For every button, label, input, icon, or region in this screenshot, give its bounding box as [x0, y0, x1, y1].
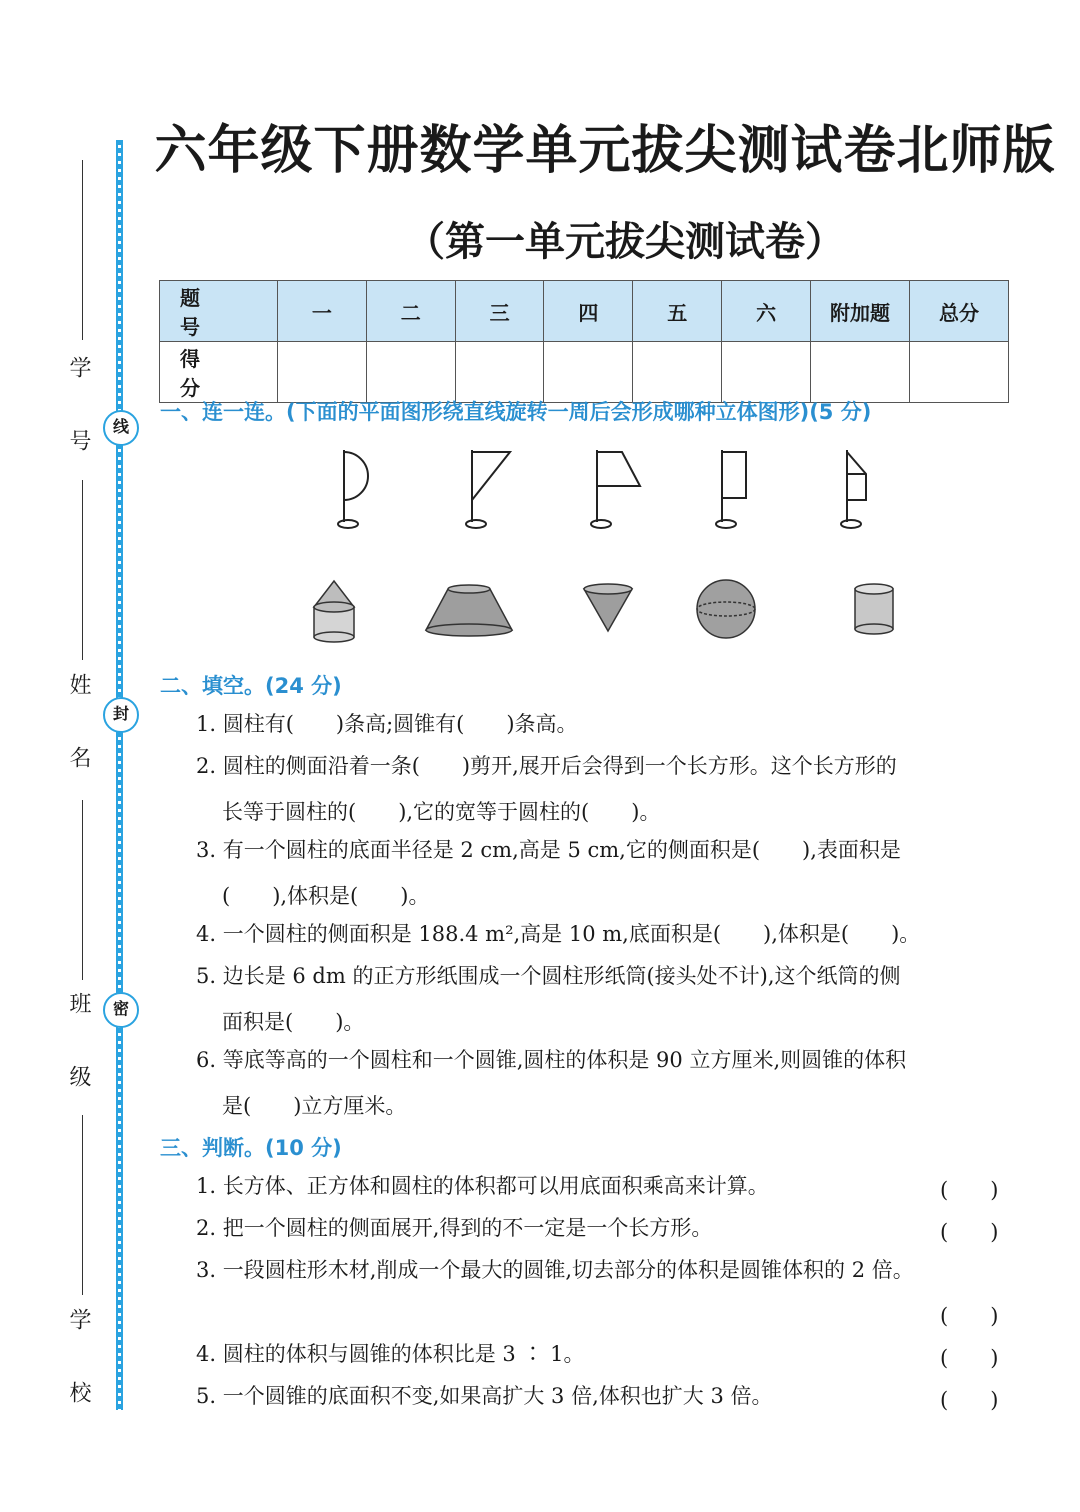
score-cell[interactable] — [811, 342, 910, 403]
fill-item-3: 3. 有一个圆柱的底面半径是 2 cm,高是 5 cm,它的侧面积是( ),表面积是 — [196, 838, 901, 862]
section2-heading: 二、填空。(24 分) — [160, 674, 342, 698]
fill-item-5: 5. 边长是 6 dm 的正方形纸围成一个圆柱形纸筒(接头处不计),这个纸筒的侧 — [196, 964, 901, 988]
student-id-rule — [82, 160, 83, 340]
score-header-cell: 二 — [366, 281, 455, 342]
cylinder-icon[interactable] — [855, 584, 893, 634]
answer-blank[interactable]: ( ) — [940, 1304, 999, 1328]
answer-blank[interactable]: ( ) — [940, 1388, 999, 1412]
score-table — [159, 280, 1009, 403]
fill-item-6-cont: 是( )立方厘米。 — [222, 1094, 407, 1118]
score-cell[interactable] — [544, 342, 633, 403]
cone-on-cylinder-icon[interactable] — [314, 581, 354, 642]
frustum-icon[interactable] — [426, 585, 512, 636]
score-header-cell: 三 — [455, 281, 544, 342]
name-label: 姓 名 — [66, 673, 91, 790]
score-header-cell: 六 — [722, 281, 811, 342]
judge-item-1: 1. 长方体、正方体和圆柱的体积都可以用底面积乘高来计算。 — [196, 1174, 769, 1198]
rectangle-icon[interactable] — [716, 450, 746, 528]
score-header-cell: 题 号 — [160, 281, 278, 342]
name-rule — [82, 480, 83, 660]
sphere-icon[interactable] — [697, 580, 755, 638]
score-header-cell: 四 — [544, 281, 633, 342]
score-cell[interactable] — [366, 342, 455, 403]
score-cell[interactable] — [278, 342, 367, 403]
section3-heading: 三、判断。(10 分) — [160, 1136, 342, 1160]
class-rule — [82, 800, 83, 980]
right-triangle-icon[interactable] — [466, 450, 510, 528]
score-header-cell: 总分 — [910, 281, 1009, 342]
answer-blank[interactable]: ( ) — [940, 1220, 999, 1244]
judge-item-2: 2. 把一个圆柱的侧面展开,得到的不一定是一个长方形。 — [196, 1216, 713, 1240]
seal-xian: 线 — [103, 410, 139, 446]
fill-item-5-cont: 面积是( )。 — [222, 1010, 365, 1034]
score-header-cell: 一 — [278, 281, 367, 342]
fill-item-1: 1. 圆柱有( )条高;圆锥有( )条高。 — [196, 712, 578, 736]
page-subtitle: （第一单元拔尖测试卷） — [405, 219, 845, 265]
seal-feng: 封 — [103, 697, 139, 733]
answer-blank[interactable]: ( ) — [940, 1346, 999, 1370]
score-table-score-row — [160, 342, 1009, 403]
trapezoid-icon[interactable] — [591, 450, 640, 528]
judge-item-4: 4. 圆柱的体积与圆锥的体积比是 3 ∶ 1。 — [196, 1342, 585, 1366]
fill-item-4: 4. 一个圆柱的侧面积是 188.4 m²,高是 10 m,底面积是( ),体积是( )。 — [196, 922, 921, 946]
triangle-rect-icon[interactable] — [841, 450, 866, 528]
fill-item-2-cont: 长等于圆柱的( ),它的宽等于圆柱的( )。 — [222, 800, 661, 824]
fill-item-2: 2. 圆柱的侧面沿着一条( )剪开,展开后会得到一个长方形。这个长方形的 — [196, 754, 897, 778]
binding-dotted-line — [116, 140, 123, 1410]
score-cell[interactable] — [455, 342, 544, 403]
fill-item-3-cont: ( ),体积是( )。 — [222, 884, 430, 908]
half-circle-icon[interactable] — [338, 450, 368, 528]
solid-figures — [300, 575, 900, 645]
score-cell[interactable] — [722, 342, 811, 403]
judge-item-3: 3. 一段圆柱形木材,削成一个最大的圆锥,切去部分的体积是圆锥体积的 2 倍。 — [196, 1258, 914, 1282]
judge-item-5: 5. 一个圆锥的底面积不变,如果高扩大 3 倍,体积也扩大 3 倍。 — [196, 1384, 773, 1408]
score-table-header-row — [160, 281, 1009, 342]
score-header-cell: 附加题 — [811, 281, 910, 342]
answer-blank[interactable]: ( ) — [940, 1178, 999, 1202]
student-id-label: 学 号 — [66, 356, 91, 473]
score-row-label: 得 分 — [160, 342, 278, 403]
school-rule — [82, 1115, 83, 1295]
plane-figures — [320, 440, 880, 540]
page-title: 六年级下册数学单元拔尖测试卷北师版 — [154, 121, 1056, 181]
score-cell[interactable] — [633, 342, 722, 403]
seal-mi: 密 — [103, 992, 139, 1028]
class-label: 班 级 — [66, 992, 91, 1109]
section1-heading: 一、连一连。(下面的平面图形绕直线旋转一周后会形成哪种立体图形)(5 分) — [160, 400, 872, 424]
fill-item-6: 6. 等底等高的一个圆柱和一个圆锥,圆柱的体积是 90 立方厘米,则圆锥的体积 — [196, 1048, 907, 1072]
score-header-cell: 五 — [633, 281, 722, 342]
cone-icon[interactable] — [584, 584, 632, 631]
school-label: 学 校 — [66, 1308, 91, 1425]
score-cell[interactable] — [910, 342, 1009, 403]
